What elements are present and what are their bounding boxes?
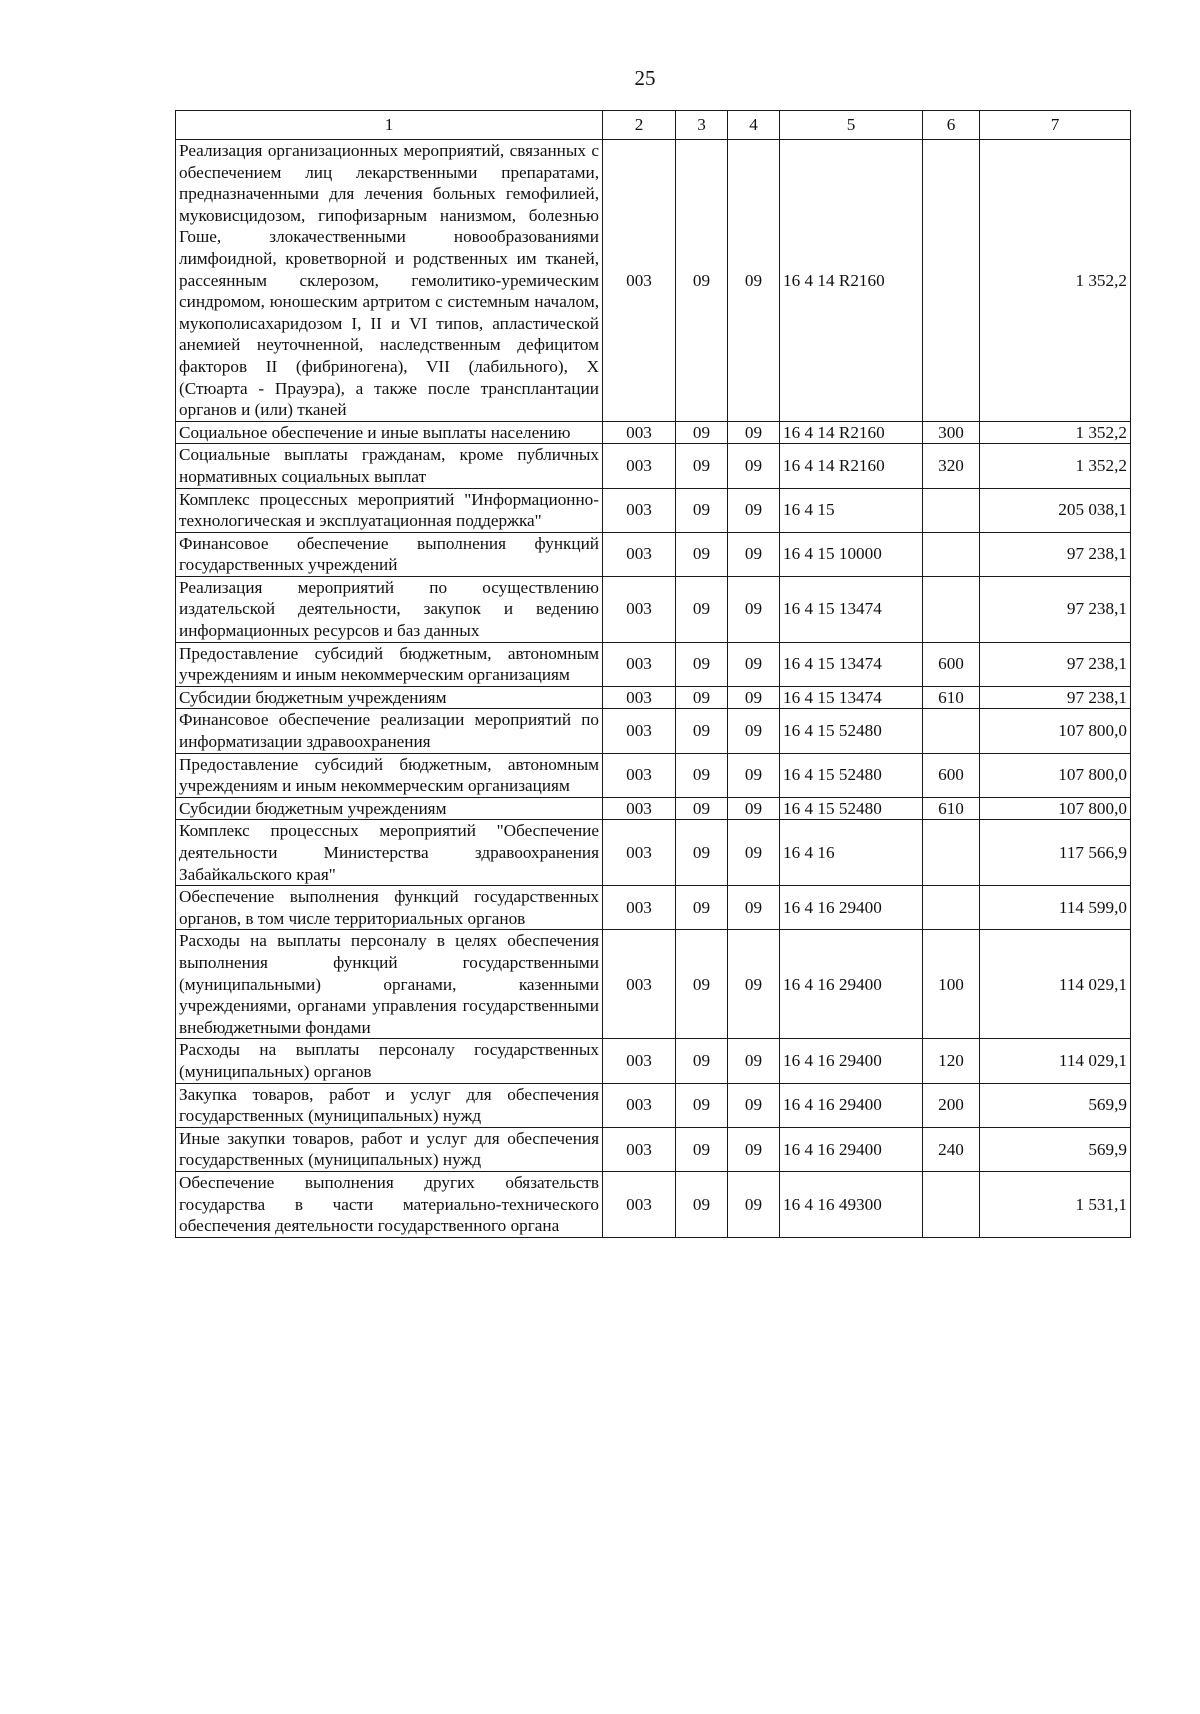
row-subsection-code: 09 [728, 140, 780, 422]
table-row [176, 444, 1131, 488]
table-row [176, 820, 1131, 886]
row-expense-type: 600 [923, 753, 980, 797]
row-amount: 569,9 [980, 1083, 1131, 1127]
row-section-code: 09 [676, 930, 728, 1039]
table-row [176, 686, 1131, 709]
row-amount: 1 352,2 [980, 421, 1131, 444]
column-header: 3 [676, 111, 728, 140]
table-row [176, 1039, 1131, 1083]
row-target-article: 16 4 16 [780, 820, 923, 886]
row-subsection-code: 09 [728, 1127, 780, 1171]
column-header: 6 [923, 111, 980, 140]
row-section-code: 09 [676, 1083, 728, 1127]
row-amount: 114 029,1 [980, 930, 1131, 1039]
row-description: Обеспечение выполнения функций государственных органов, в том числе территориальных органов [176, 886, 603, 930]
row-amount: 107 800,0 [980, 753, 1131, 797]
row-ministry-code: 003 [603, 797, 676, 820]
row-description: Комплекс процессных мероприятий "Информационно-технологическая и эксплуатационная поддержка" [176, 488, 603, 532]
row-expense-type [923, 709, 980, 753]
table-row [176, 532, 1131, 576]
table-row [176, 421, 1131, 444]
row-ministry-code: 003 [603, 1127, 676, 1171]
column-header: 4 [728, 111, 780, 140]
row-section-code: 09 [676, 140, 728, 422]
row-description: Расходы на выплаты персоналу в целях обеспечения выполнения функций государственными (муниципальными) органами, казенными учреждениями, органами управления государственными внебюджетными фондами [176, 930, 603, 1039]
row-subsection-code: 09 [728, 686, 780, 709]
row-expense-type [923, 1171, 980, 1237]
table-row [176, 709, 1131, 753]
row-expense-type [923, 488, 980, 532]
row-amount: 1 531,1 [980, 1171, 1131, 1237]
row-ministry-code: 003 [603, 140, 676, 422]
row-section-code: 09 [676, 820, 728, 886]
row-description: Реализация организационных мероприятий, связанных с обеспечением лиц лекарственными препаратами, предназначенными для лечения больных гемофилией, муковисцидозом, гипофизарным нанизмом, болезнью Гоше, злокачественными новообразованиями лимфоидной, кроветворной и родственных им тканей, рассеянным склерозом, гемолитико-уремическим синдромом, юношеским артритом с системным началом, мукополисахаридозом I, II и VI типов, апластической анемией неуточненной, наследственным дефицитом факторов II (фибриногена), VII (лабильного), X (Стюарта - Прауэра), а также после трансплантации органов и (или) тканей [176, 140, 603, 422]
row-section-code: 09 [676, 886, 728, 930]
row-subsection-code: 09 [728, 886, 780, 930]
row-subsection-code: 09 [728, 930, 780, 1039]
row-description: Социальное обеспечение и иные выплаты населению [176, 421, 603, 444]
row-section-code: 09 [676, 797, 728, 820]
row-section-code: 09 [676, 1039, 728, 1083]
row-expense-type: 240 [923, 1127, 980, 1171]
row-amount: 114 599,0 [980, 886, 1131, 930]
row-amount: 97 238,1 [980, 686, 1131, 709]
row-amount: 97 238,1 [980, 532, 1131, 576]
row-subsection-code: 09 [728, 488, 780, 532]
row-subsection-code: 09 [728, 1083, 780, 1127]
row-subsection-code: 09 [728, 532, 780, 576]
row-description: Социальные выплаты гражданам, кроме публичных нормативных социальных выплат [176, 444, 603, 488]
row-expense-type: 100 [923, 930, 980, 1039]
table-row [176, 140, 1131, 422]
row-description: Комплекс процессных мероприятий "Обеспечение деятельности Министерства здравоохранения Забайкальского края" [176, 820, 603, 886]
row-amount: 107 800,0 [980, 709, 1131, 753]
row-target-article: 16 4 15 52480 [780, 753, 923, 797]
row-amount: 1 352,2 [980, 444, 1131, 488]
row-section-code: 09 [676, 642, 728, 686]
table-body [176, 140, 1131, 1238]
row-description: Закупка товаров, работ и услуг для обеспечения государственных (муниципальных) нужд [176, 1083, 603, 1127]
row-description: Субсидии бюджетным учреждениям [176, 686, 603, 709]
row-ministry-code: 003 [603, 421, 676, 444]
row-description: Финансовое обеспечение реализации мероприятий по информатизации здравоохранения [176, 709, 603, 753]
column-header: 7 [980, 111, 1131, 140]
table-row [176, 886, 1131, 930]
row-target-article: 16 4 15 13474 [780, 642, 923, 686]
row-subsection-code: 09 [728, 576, 780, 642]
row-subsection-code: 09 [728, 642, 780, 686]
row-section-code: 09 [676, 753, 728, 797]
row-target-article: 16 4 15 52480 [780, 709, 923, 753]
row-ministry-code: 003 [603, 444, 676, 488]
row-section-code: 09 [676, 1127, 728, 1171]
row-expense-type: 320 [923, 444, 980, 488]
row-expense-type: 610 [923, 686, 980, 709]
row-amount: 117 566,9 [980, 820, 1131, 886]
row-section-code: 09 [676, 532, 728, 576]
row-amount: 1 352,2 [980, 140, 1131, 422]
table-row [176, 930, 1131, 1039]
column-header: 1 [176, 111, 603, 140]
row-expense-type [923, 576, 980, 642]
row-ministry-code: 003 [603, 1083, 676, 1127]
page-number: 25 [634, 66, 656, 90]
row-ministry-code: 003 [603, 753, 676, 797]
row-section-code: 09 [676, 1171, 728, 1237]
row-ministry-code: 003 [603, 930, 676, 1039]
row-ministry-code: 003 [603, 1039, 676, 1083]
row-ministry-code: 003 [603, 820, 676, 886]
column-header: 5 [780, 111, 923, 140]
header-row [176, 111, 1131, 140]
column-header: 2 [603, 111, 676, 140]
row-expense-type: 300 [923, 421, 980, 444]
row-target-article: 16 4 15 13474 [780, 576, 923, 642]
row-section-code: 09 [676, 421, 728, 444]
row-description: Обеспечение выполнения других обязательств государства в части материально-технического обеспечения деятельности государственного органа [176, 1171, 603, 1237]
row-ministry-code: 003 [603, 532, 676, 576]
table-row [176, 488, 1131, 532]
row-target-article: 16 4 16 29400 [780, 1083, 923, 1127]
row-description: Реализация мероприятий по осуществлению издательской деятельности, закупок и ведению информационных ресурсов и баз данных [176, 576, 603, 642]
row-amount: 205 038,1 [980, 488, 1131, 532]
row-ministry-code: 003 [603, 886, 676, 930]
table-row [176, 576, 1131, 642]
row-subsection-code: 09 [728, 1171, 780, 1237]
row-section-code: 09 [676, 686, 728, 709]
row-target-article: 16 4 14 R2160 [780, 421, 923, 444]
table-row [176, 1083, 1131, 1127]
row-target-article: 16 4 16 29400 [780, 1127, 923, 1171]
row-target-article: 16 4 15 13474 [780, 686, 923, 709]
row-subsection-code: 09 [728, 820, 780, 886]
row-description: Иные закупки товаров, работ и услуг для обеспечения государственных (муниципальных) нужд [176, 1127, 603, 1171]
row-ministry-code: 003 [603, 709, 676, 753]
row-expense-type [923, 140, 980, 422]
row-subsection-code: 09 [728, 709, 780, 753]
row-description: Финансовое обеспечение выполнения функций государственных учреждений [176, 532, 603, 576]
row-target-article: 16 4 16 29400 [780, 1039, 923, 1083]
row-expense-type: 120 [923, 1039, 980, 1083]
row-target-article: 16 4 14 R2160 [780, 444, 923, 488]
budget-table [175, 110, 1131, 1238]
row-subsection-code: 09 [728, 1039, 780, 1083]
row-subsection-code: 09 [728, 753, 780, 797]
row-subsection-code: 09 [728, 797, 780, 820]
table-row [176, 753, 1131, 797]
row-amount: 107 800,0 [980, 797, 1131, 820]
row-section-code: 09 [676, 444, 728, 488]
table-row [176, 642, 1131, 686]
row-ministry-code: 003 [603, 1171, 676, 1237]
row-ministry-code: 003 [603, 642, 676, 686]
row-ministry-code: 003 [603, 488, 676, 532]
row-expense-type: 200 [923, 1083, 980, 1127]
table-row [176, 1127, 1131, 1171]
row-target-article: 16 4 15 10000 [780, 532, 923, 576]
row-section-code: 09 [676, 576, 728, 642]
row-expense-type [923, 820, 980, 886]
table-row [176, 1171, 1131, 1237]
row-description: Субсидии бюджетным учреждениям [176, 797, 603, 820]
row-target-article: 16 4 15 52480 [780, 797, 923, 820]
row-expense-type [923, 532, 980, 576]
row-amount: 114 029,1 [980, 1039, 1131, 1083]
row-ministry-code: 003 [603, 576, 676, 642]
row-target-article: 16 4 16 49300 [780, 1171, 923, 1237]
row-amount: 97 238,1 [980, 576, 1131, 642]
row-amount: 569,9 [980, 1127, 1131, 1171]
row-section-code: 09 [676, 488, 728, 532]
row-description: Предоставление субсидий бюджетным, автономным учреждениям и иным некоммерческим организациям [176, 642, 603, 686]
row-expense-type: 610 [923, 797, 980, 820]
table-row [176, 797, 1131, 820]
row-target-article: 16 4 16 29400 [780, 886, 923, 930]
row-description: Предоставление субсидий бюджетным, автономным учреждениям и иным некоммерческим организациям [176, 753, 603, 797]
row-target-article: 16 4 15 [780, 488, 923, 532]
row-expense-type [923, 886, 980, 930]
row-description: Расходы на выплаты персоналу государственных (муниципальных) органов [176, 1039, 603, 1083]
row-target-article: 16 4 14 R2160 [780, 140, 923, 422]
row-expense-type: 600 [923, 642, 980, 686]
row-section-code: 09 [676, 709, 728, 753]
row-ministry-code: 003 [603, 686, 676, 709]
row-subsection-code: 09 [728, 421, 780, 444]
row-target-article: 16 4 16 29400 [780, 930, 923, 1039]
row-amount: 97 238,1 [980, 642, 1131, 686]
row-subsection-code: 09 [728, 444, 780, 488]
